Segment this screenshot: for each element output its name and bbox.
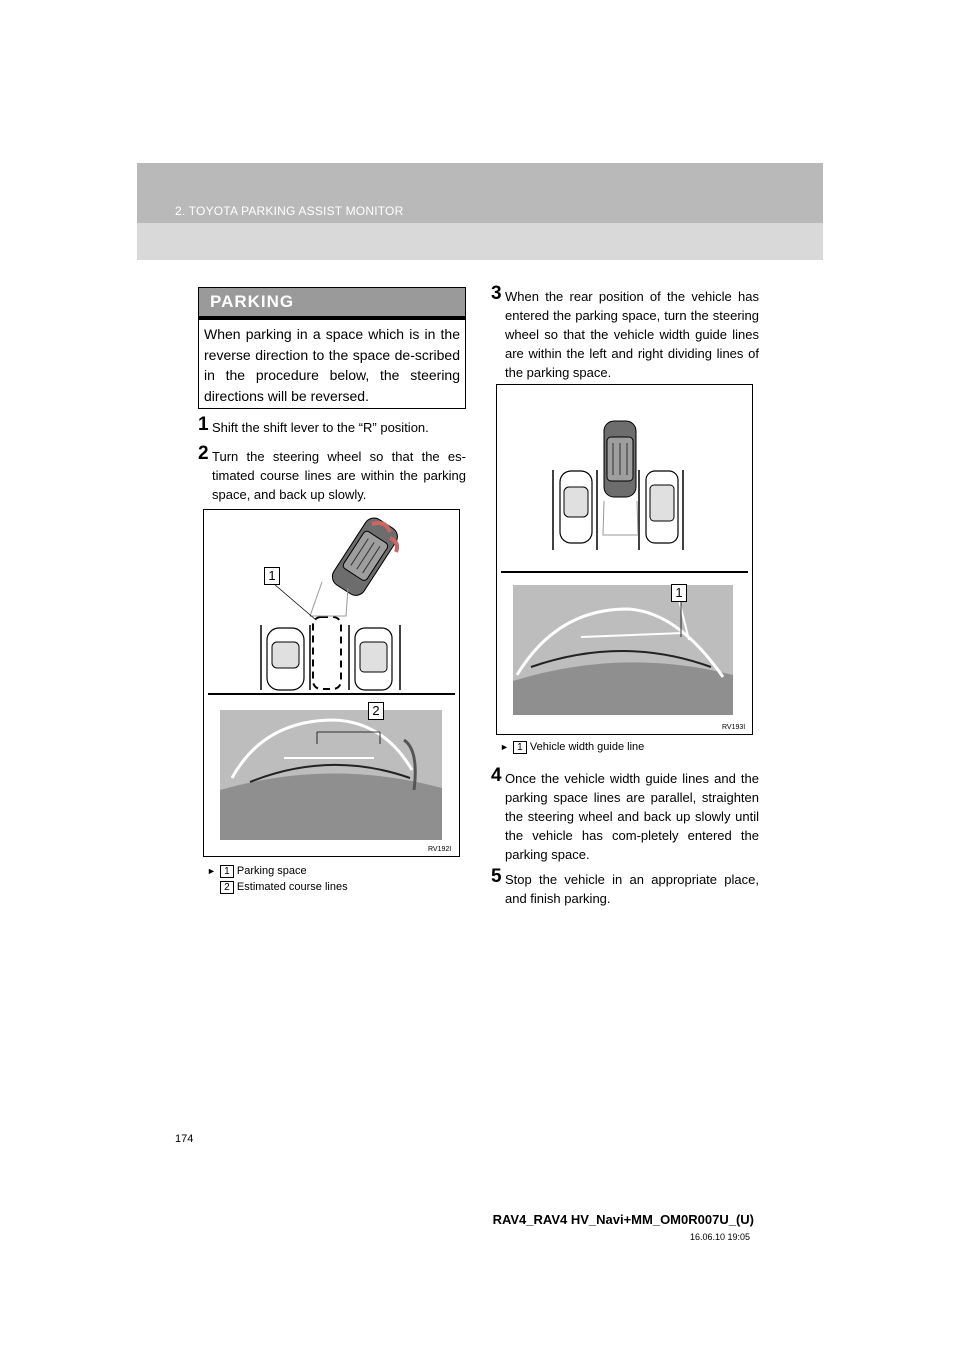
parked-car-left xyxy=(267,628,304,690)
parked-car-right xyxy=(355,628,392,690)
step-text: Once the vehicle width guide lines and the parking space lines are parallel, straighten the steering wheel and back up slowly until the vehicle has com-pletely entered the parking space. xyxy=(505,771,759,862)
step-number: 5 xyxy=(491,866,502,887)
callout-2: 2 xyxy=(368,702,384,720)
callout-1: 1 xyxy=(671,584,687,602)
step-text: When the rear position of the vehicle has entered the parking space, turn the steering wheel so that the vehicle width guide lines are within the left and right dividing lines of the parking space. xyxy=(505,289,759,380)
caption-1 xyxy=(500,739,644,755)
section-header: 2. TOYOTA PARKING ASSIST MONITOR xyxy=(175,204,404,218)
figure-code: RV193I xyxy=(722,724,746,731)
step-number: 1 xyxy=(198,414,209,435)
caption-label: Vehicle width guide line xyxy=(529,741,645,753)
parking-illustration xyxy=(204,510,459,856)
title-bar xyxy=(199,288,465,320)
step-text: Shift the shift lever to the “R” position. xyxy=(212,420,429,435)
figure-parking-space xyxy=(203,509,460,857)
caption-label: Parking space xyxy=(236,865,307,877)
step-2 xyxy=(198,443,466,504)
print-timestamp: 16.06.10 19:05 xyxy=(689,1232,750,1242)
caption-number: 2 xyxy=(220,881,234,894)
figure-vehicle-width xyxy=(496,384,753,735)
caption-number: 1 xyxy=(513,741,527,754)
reversing-car xyxy=(329,514,402,599)
step-text: Turn the steering wheel so that the es-timated course lines are within the parking space, and back up slowly. xyxy=(212,449,466,502)
step-number: 4 xyxy=(491,765,502,786)
step-5 xyxy=(491,866,759,908)
reversing-car xyxy=(604,421,636,497)
caption-label: Estimated course lines xyxy=(236,881,348,893)
section-title: PARKING xyxy=(210,292,295,311)
page-number: 174 xyxy=(175,1133,194,1145)
caption-1 xyxy=(207,863,307,879)
parked-car-left xyxy=(560,471,592,543)
parking-intro-box xyxy=(198,287,466,409)
step-4 xyxy=(491,765,759,864)
step-3 xyxy=(491,283,759,382)
step-number: 3 xyxy=(491,283,502,304)
arrow-icon: ► xyxy=(207,866,216,876)
step-number: 2 xyxy=(198,443,209,464)
parking-space-outline xyxy=(313,617,341,689)
parking-illustration xyxy=(497,385,752,734)
document-id: RAV4_RAV4 HV_Navi+MM_OM0R007U_(U) xyxy=(492,1212,754,1227)
intro-text: When parking in a space which is in the reverse direction to the space de-scribed in the procedure below, the steering directions will be reversed. xyxy=(204,326,460,404)
step-1 xyxy=(198,414,466,437)
caption-2 xyxy=(207,879,348,895)
figure-code: RV192I xyxy=(428,846,452,853)
parked-car-right xyxy=(646,471,678,543)
arrow-icon: ► xyxy=(500,742,509,752)
step-text: Stop the vehicle in an appropriate place, and finish parking. xyxy=(505,872,759,906)
callout-1: 1 xyxy=(264,567,280,585)
caption-number: 1 xyxy=(220,865,234,878)
